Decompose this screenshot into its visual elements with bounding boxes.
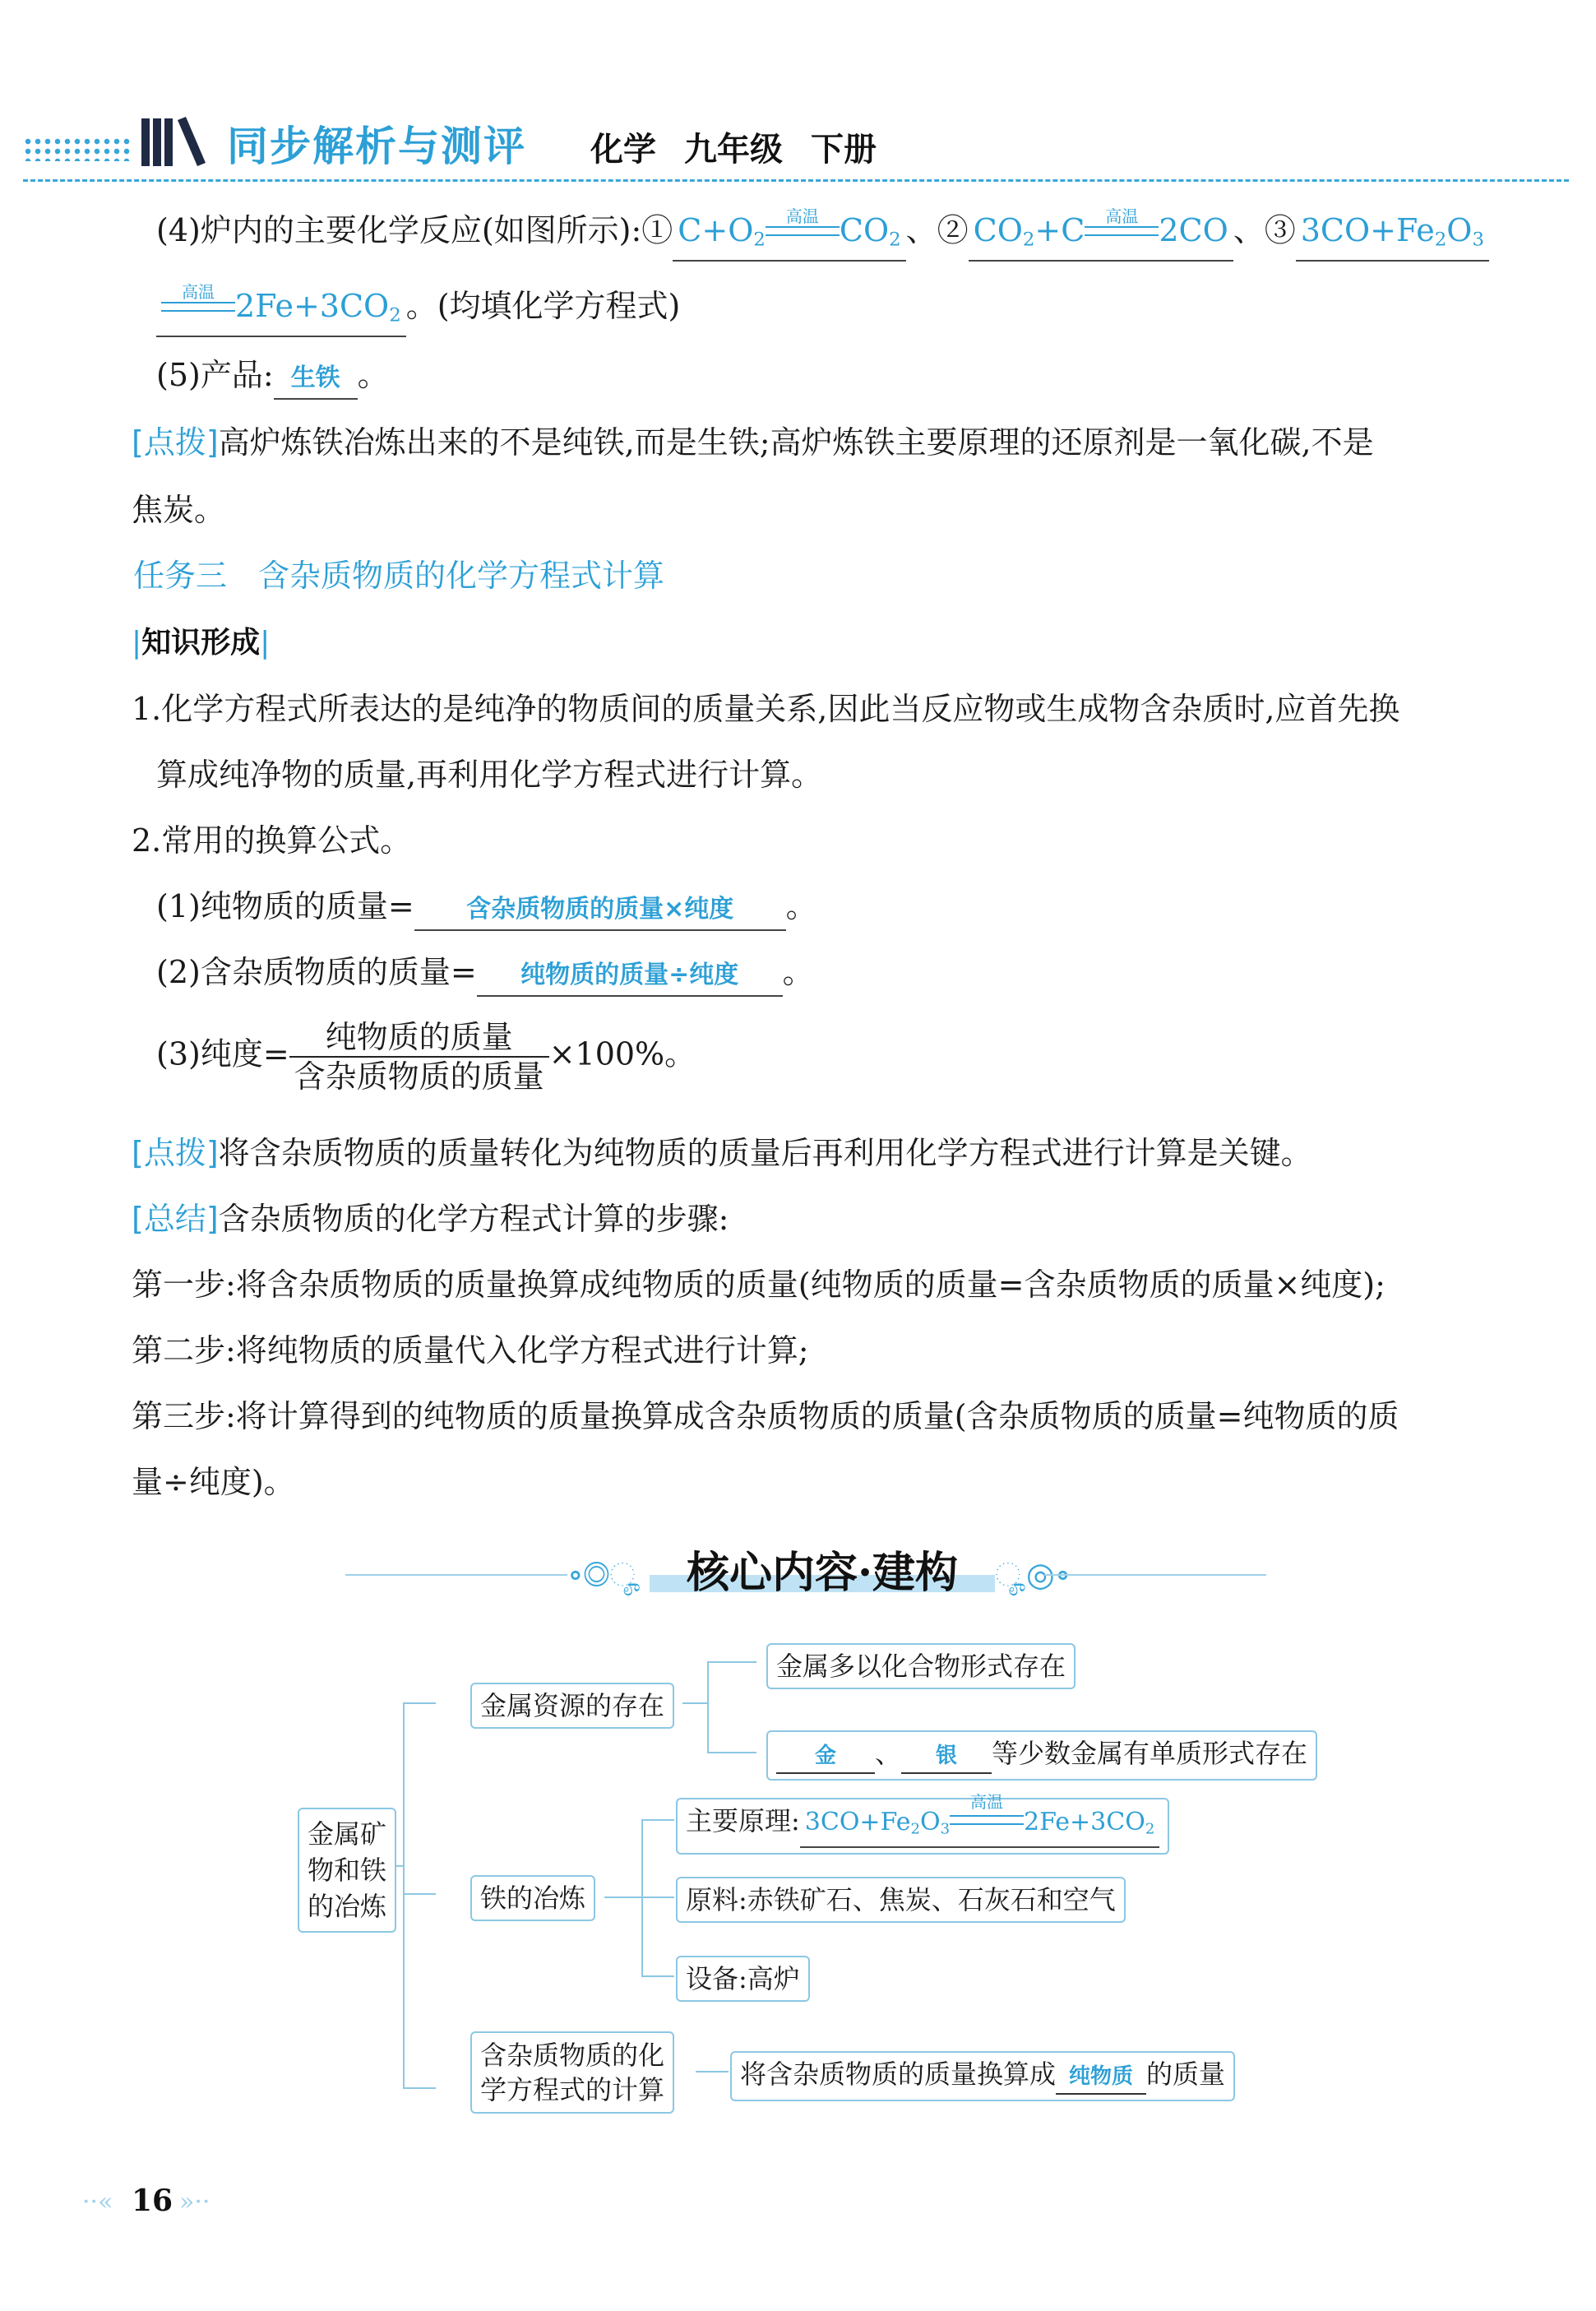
- answer-equation-3-part-2: 高温 $2Fe+3CO_2$: [156, 286, 406, 337]
- purity-fraction: $\frac{\text{纯物质的质量}}{\text{含杂质物质的质量}}$: [289, 1018, 549, 1095]
- answer-formula-2: 纯物质的质量÷纯度: [477, 956, 783, 997]
- answer-equation-1: $C+O_2$ 高温 $CO_2$: [673, 211, 905, 262]
- tip-1-line-2: 焦炭。: [132, 492, 226, 528]
- page-ornament-right-icon: »··: [179, 2188, 210, 2216]
- item-4-line-1: (4)炉内的主要化学反应(如图所示):① $C+O_2$ 高温 $CO_2$ 、② $CO_2+C$ 高温 2CO 、③ $3CO+Fe_2O_3$: [156, 211, 1489, 262]
- connector: [403, 1702, 436, 1704]
- connector: [403, 2087, 436, 2089]
- grade: 九年级: [684, 131, 783, 169]
- knowledge-2: 2.常用的换算公式。: [132, 822, 412, 859]
- page-number: 16: [132, 2184, 173, 2218]
- section-line-right: [1044, 1574, 1266, 1576]
- knowledge-label: |知识形成|: [132, 626, 271, 660]
- running-header: [23, 107, 1569, 181]
- answer-equation-2: $CO_2+C$ 高温 2CO: [969, 211, 1233, 262]
- connector: [696, 2071, 729, 2072]
- mindmap-node-materials: 原料:赤铁矿石、焦炭、石灰石和空气: [676, 1877, 1126, 1923]
- tip-1-line-1: [点拨]高炉炼铁冶炼出来的不是纯铁,而是生铁;高炉炼铁主要原理的还原剂是一氧化碳,不是: [132, 424, 1374, 461]
- formula-3: (3)纯度= $\frac{\text{纯物质的质量}}{\text{含杂质物质的质量}}$ ×100%。: [156, 1019, 696, 1095]
- knowledge-1-line-1: 1.化学方程式所表达的是纯净的物质间的质量关系,因此当反应物或生成物含杂质时,应首先换: [132, 691, 1400, 727]
- section-line-left: [345, 1574, 567, 1576]
- summary-tag: [总结]: [132, 1201, 219, 1237]
- answer-principle-equation: $3CO+Fe_2O_3$ 高温 $2Fe+3CO_2$: [800, 1806, 1159, 1848]
- header-dots-decoration: [23, 137, 130, 161]
- subject: 化学: [590, 131, 656, 169]
- blank-silver: 银: [901, 1739, 992, 1774]
- answer-product: 生铁: [274, 359, 358, 400]
- mindmap-branch-impurity-calc: 含杂质物质的化 学方程式的计算: [470, 2031, 674, 2114]
- header-divider: [23, 179, 1569, 182]
- connector: [641, 1897, 674, 1898]
- summary-step-2: 第二步:将纯物质的质量代入化学方程式进行计算;: [132, 1332, 809, 1369]
- task-3-title: 任务三 含杂质物质的化学方程式计算: [133, 558, 665, 594]
- books-logo-icon: [138, 112, 220, 169]
- formula-2: (2)含杂质物质的质量= 纯物质的质量÷纯度 。: [156, 952, 814, 997]
- mindmap-node-compounds: 金属多以化合物形式存在: [766, 1643, 1076, 1689]
- condition-high-temp: 高温: [161, 297, 235, 313]
- item-4-suffix: 。(均填化学方程式): [405, 288, 681, 324]
- mindmap-node-conversion: 将含杂质物质的质量换算成 纯物质 的质量: [730, 2051, 1235, 2101]
- mindmap-root: 金属矿 物和铁 的冶炼: [298, 1808, 396, 1933]
- summary-step-1: 第一步:将含杂质物质的质量换算成纯物质的质量(纯物质的质量=含杂质物质的质量×纯度);: [132, 1267, 1386, 1303]
- summary-step-3-line-2: 量÷纯度)。: [132, 1464, 295, 1500]
- connector-branch-1: [707, 1661, 758, 1752]
- blank-pure-substance: 纯物质: [1056, 2060, 1146, 2095]
- item-4-line-2: [156, 282, 681, 337]
- connector: [682, 1702, 707, 1704]
- item-4-prefix: (4)炉内的主要化学反应(如图所示):①: [156, 212, 673, 248]
- connector: [707, 1752, 756, 1753]
- mindmap-branch-smelting: 铁的冶炼: [470, 1875, 595, 1921]
- tip-2: [点拨]将含杂质物质的质量转化为纯物质的质量后再利用化学方程式进行计算是关键。: [132, 1135, 1312, 1171]
- connector: [707, 1661, 756, 1663]
- condition-high-temp: 高温: [950, 1810, 1024, 1827]
- series-title: 同步解析与测评: [227, 123, 526, 170]
- mindmap-branch-resources: 金属资源的存在: [470, 1683, 674, 1729]
- section-title: 核心内容·建构: [650, 1538, 995, 1600]
- knowledge-1-line-2: 算成纯净物的质量,再利用化学方程式进行计算。: [156, 757, 823, 793]
- mindmap-node-native-metals: 金 、 银 等少数金属有单质形式存在: [766, 1730, 1317, 1781]
- volume: 下册: [811, 131, 877, 169]
- condition-high-temp: 高温: [766, 221, 840, 238]
- page-ornament-left-icon: ··«: [82, 2188, 113, 2216]
- answer-formula-1: 含杂质物质的质量×纯度: [414, 890, 786, 931]
- formula-1: (1)纯物质的质量= 含杂质物质的质量×纯度 。: [156, 887, 817, 931]
- connector: [641, 1975, 674, 1977]
- tip-tag: [点拨]: [132, 1135, 219, 1171]
- condition-high-temp: 高温: [1085, 221, 1159, 238]
- connector: [604, 1897, 641, 1898]
- tip-tag: [点拨]: [132, 424, 219, 461]
- connector-main-vertical: [403, 1702, 437, 2089]
- item-5: (5)产品: 生铁 。: [156, 355, 389, 400]
- connector: [403, 1893, 436, 1895]
- swirl-ornament-icon: ೄ◎∘: [995, 1556, 1071, 1594]
- mindmap-node-equipment: 设备:高炉: [676, 1956, 810, 2002]
- summary-step-3-line-1: 第三步:将计算得到的纯物质的质量换算成含杂质物质的质量(含杂质物质的质量=纯物质的质: [132, 1398, 1399, 1434]
- section-header: [345, 1538, 1266, 1604]
- blank-gold: 金: [776, 1739, 875, 1774]
- answer-equation-3-part-1: $3CO+Fe_2O_3$: [1296, 211, 1489, 262]
- summary-intro: [总结]含杂质物质的化学方程式计算的步骤:: [132, 1201, 729, 1237]
- swirl-ornament-icon: ∘◎ೄ: [567, 1556, 641, 1594]
- connector: [641, 1819, 674, 1821]
- mindmap-node-principle: 主要原理: $3CO+Fe_2O_3$ 高温 $2Fe+3CO_2$: [676, 1798, 1169, 1855]
- book-info: [590, 123, 904, 170]
